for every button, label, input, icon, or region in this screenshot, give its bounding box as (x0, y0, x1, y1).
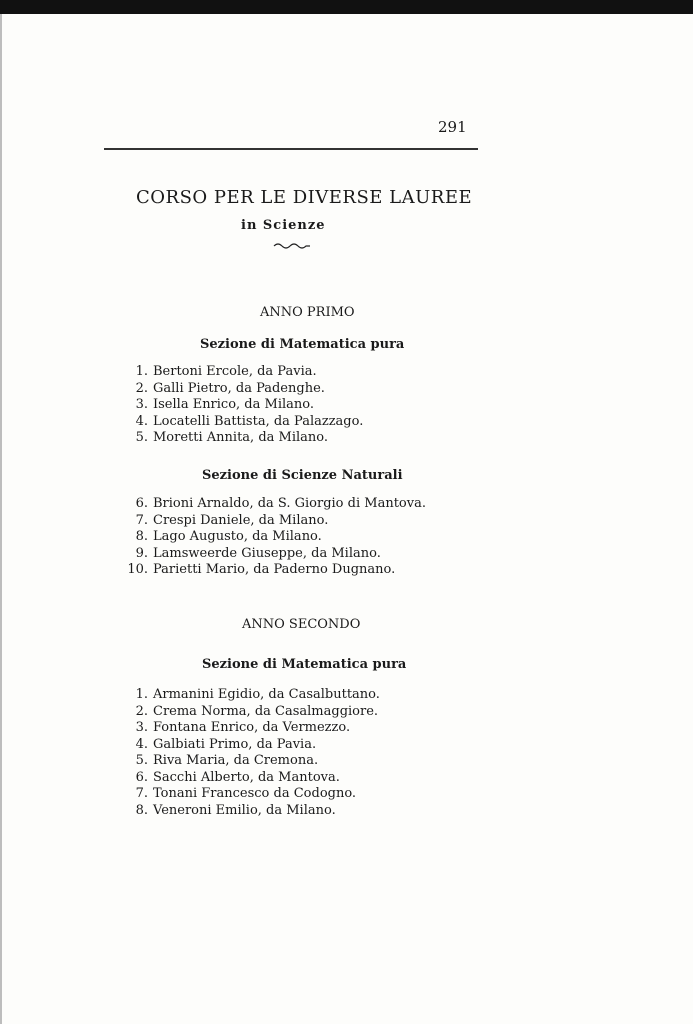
page-subtitle: in Scienze (241, 218, 326, 233)
header-rule (104, 148, 478, 150)
list-item: 3. Fontana Enrico, da Vermezzo. (135, 720, 351, 735)
list-item: 4. Galbiati Primo, da Pavia. (135, 736, 317, 752)
list-item: 1. Bertoni Ercole, da Pavia. (135, 364, 317, 379)
list-item: 8. Veneroni Emilio, da Milano. (135, 802, 336, 818)
page-number: 291 (438, 118, 467, 136)
list-item: 5. Moretti Annita, da Milano. (135, 430, 328, 445)
section-title: Sezione di Scienze Naturali (202, 468, 403, 483)
list-item: 5. Riva Maria, da Cremona. (135, 753, 319, 768)
page-title: CORSO PER LE DIVERSE LAUREE (136, 187, 473, 208)
list-item: 6. Brioni Arnaldo, da S. Giorgio di Mantova. (135, 496, 426, 511)
list-item: 10. Parietti Mario, da Paderno Dugnano. (127, 562, 396, 577)
section-title: Sezione di Matematica pura (200, 337, 405, 352)
list-item: 2. Crema Norma, da Casalmaggiore. (135, 703, 379, 719)
student-list (118, 364, 363, 447)
section-title: Sezione di Matematica pura (202, 657, 407, 672)
year-heading: ANNO SECONDO (242, 617, 361, 632)
list-item: 8. Lago Augusto, da Milano. (135, 529, 322, 544)
list-item: 6. Sacchi Alberto, da Mantova. (135, 769, 340, 785)
list-item: 2. Galli Pietro, da Padenghe. (135, 380, 325, 396)
scan-left-edge (0, 14, 2, 1024)
list-item: 4. Locatelli Battista, da Palazzago. (135, 413, 364, 429)
list-item: 9. Lamsweerde Giuseppe, da Milano. (135, 545, 381, 561)
student-list (118, 687, 380, 819)
list-item: 3. Isella Enrico, da Milano. (135, 397, 314, 412)
list-item: 7. Tonani Francesco da Codogno. (135, 786, 357, 801)
ornament-squiggle (272, 240, 312, 250)
year-heading: ANNO PRIMO (260, 305, 355, 320)
list-item: 1. Armanini Egidio, da Casalbuttano. (135, 687, 380, 702)
list-item: 7. Crespi Daniele, da Milano. (135, 512, 329, 528)
student-list (118, 496, 426, 579)
scan-top-border (0, 0, 693, 14)
